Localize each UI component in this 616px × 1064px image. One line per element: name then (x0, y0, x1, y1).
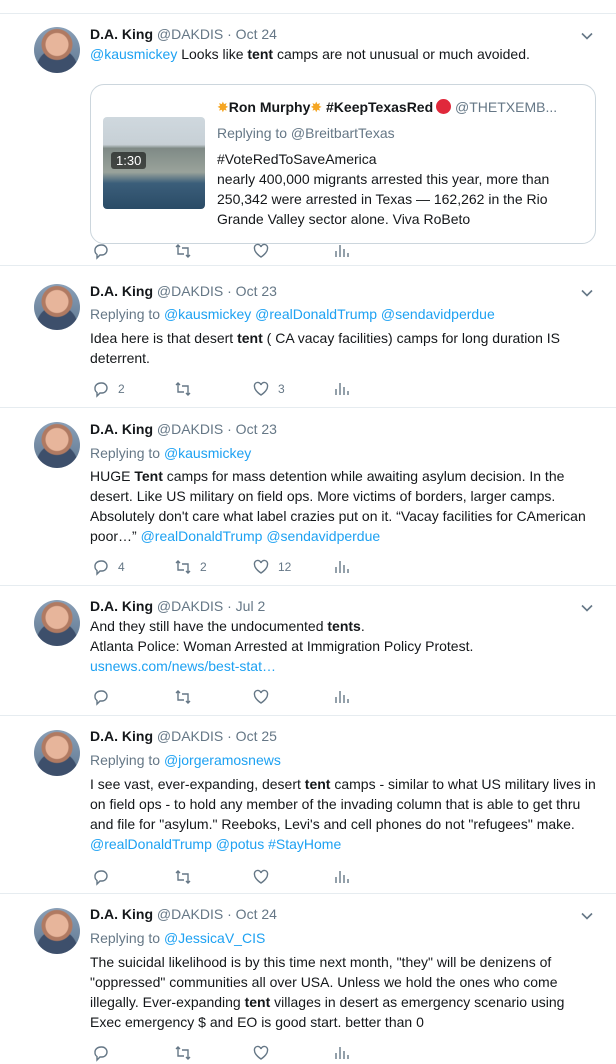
retweet-button[interactable] (174, 242, 200, 260)
reply-button[interactable] (92, 242, 118, 260)
like-count: 3 (278, 382, 285, 396)
tweet-date[interactable]: · Oct 25 (227, 728, 277, 744)
author-handle[interactable]: @DAKDIS (156, 421, 224, 437)
tweet-date[interactable]: · Oct 24 (227, 906, 277, 922)
replying-mentions[interactable]: @jorgeramosnews (163, 752, 281, 768)
quoted-body-line: nearly 400,000 migrants arrested this year, more than 250,342 were arrested in Texas — 162,262 in the Rio Grande Valley sector alone. Viva RoBeto (217, 171, 550, 227)
replying-label: Replying to (90, 752, 161, 768)
author-handle[interactable]: @DAKDIS (156, 283, 224, 299)
tweet-date[interactable]: · Oct 23 (227, 421, 277, 437)
retweet-icon (174, 380, 192, 398)
sun-emoji-icon: ✸ (217, 99, 229, 115)
quoted-author-handle: @THETXEMB... (455, 99, 558, 115)
tweet-text (90, 616, 598, 676)
tweet-actions (90, 1044, 370, 1064)
url-link[interactable]: usnews.com/news/best-stat… (90, 658, 276, 674)
text-segment: And they still have the undocumented (90, 618, 328, 634)
analytics-button[interactable] (332, 558, 350, 576)
quoted-text (217, 149, 587, 229)
reply-count: 4 (118, 560, 125, 574)
text-segment: I see vast, ever-expanding, desert (90, 776, 305, 792)
keyword-highlight: tent (304, 776, 331, 792)
like-button[interactable] (252, 688, 278, 706)
replying-to (90, 752, 281, 768)
analytics-button[interactable] (332, 380, 350, 398)
author-handle[interactable]: @DAKDIS (156, 728, 224, 744)
caret-down-icon[interactable] (580, 29, 594, 43)
tweet[interactable] (0, 408, 616, 586)
replying-label: Replying to (90, 306, 161, 322)
text-segment: . (360, 618, 365, 634)
analytics-icon (332, 380, 350, 398)
retweet-button[interactable] (174, 688, 200, 706)
author-handle[interactable]: @DAKDIS (156, 26, 224, 42)
quoted-author-name: Ron Murphy (228, 99, 311, 115)
tweet-date[interactable]: · Oct 23 (227, 283, 277, 299)
caret-down-icon[interactable] (580, 286, 594, 300)
reply-button[interactable] (92, 688, 118, 706)
keyword-highlight: tent (237, 330, 263, 346)
avatar[interactable] (34, 422, 80, 468)
reply-icon (92, 558, 110, 576)
tweet-text (90, 952, 598, 1032)
text-segment: HUGE (90, 468, 135, 484)
tweet[interactable] (0, 266, 616, 408)
avatar[interactable] (34, 908, 80, 954)
analytics-button[interactable] (332, 868, 350, 886)
analytics-button[interactable] (332, 242, 350, 260)
replying-to (90, 445, 251, 461)
caret-down-icon[interactable] (580, 601, 594, 615)
caret-down-icon[interactable] (580, 909, 594, 923)
reply-button[interactable] (92, 868, 118, 886)
tweet-header (90, 598, 265, 614)
tweet-date[interactable]: · Oct 24 (227, 26, 277, 42)
analytics-button[interactable] (332, 1044, 350, 1062)
avatar[interactable] (34, 730, 80, 776)
analytics-icon (332, 242, 350, 260)
tweet-header (90, 906, 277, 922)
replying-label: Replying to (90, 930, 161, 946)
analytics-button[interactable] (332, 688, 350, 706)
sun-emoji-icon: ✸ (310, 99, 323, 115)
like-icon (252, 242, 270, 260)
tweet-actions (90, 868, 370, 888)
mention-links[interactable]: @realDonaldTrump @potus #StayHome (90, 836, 342, 852)
retweet-button[interactable] (174, 558, 207, 576)
retweet-button[interactable] (174, 1044, 200, 1062)
tweet[interactable] (0, 13, 616, 266)
replying-mentions[interactable]: @kausmickey (163, 445, 252, 461)
retweet-icon (174, 558, 192, 576)
red-circle-emoji-icon (436, 99, 451, 114)
retweet-icon (174, 242, 192, 260)
analytics-icon (332, 868, 350, 886)
video-thumbnail[interactable] (103, 117, 205, 209)
author-name[interactable]: D.A. King (90, 728, 153, 744)
like-button[interactable] (252, 242, 278, 260)
tweet[interactable] (0, 586, 616, 716)
text-segment: camps - similar to what US military lives in on field ops - to hold any member of the invading column that is able to get thru and file for "asylum." Reeboks, Levi's and cell phones do not "refugees" make. (90, 776, 596, 832)
reply-icon (92, 868, 110, 886)
text-segment: ( CA vacay facilities) camps for long duration IS deterrent. (90, 330, 560, 366)
tweet-header (90, 283, 277, 299)
retweet-icon (174, 868, 192, 886)
tweet[interactable] (0, 894, 616, 1063)
reply-icon (92, 1044, 110, 1062)
like-icon (252, 380, 270, 398)
keyword-highlight: Tent (134, 468, 163, 484)
like-icon (252, 1044, 270, 1062)
text-segment: villages in desert as emergency scenario using Exec emergency $ and EO is good start. better than 0 (90, 994, 565, 1030)
replying-to (90, 930, 265, 946)
like-icon (252, 558, 270, 576)
tweet-text (90, 328, 598, 368)
reply-button[interactable] (92, 558, 125, 576)
quoted-header (217, 99, 587, 116)
body-line: Atlanta Police: Woman Arrested at Immigration Policy Protest. (90, 638, 474, 654)
replying-mentions[interactable]: @kausmickey @realDonaldTrump @sendavidperdue (163, 306, 495, 322)
tweet-header (90, 26, 277, 42)
reply-icon (92, 688, 110, 706)
author-name[interactable]: D.A. King (90, 598, 153, 614)
mention-link[interactable]: @kausmickey (90, 46, 178, 62)
retweet-icon (174, 688, 192, 706)
keyword-highlight: tent (247, 46, 274, 62)
tweet-actions (90, 688, 370, 708)
quoted-hashtag-line: #VoteRedToSaveAmerica (217, 151, 377, 167)
like-count: 12 (278, 560, 292, 574)
tweet-actions (90, 242, 370, 262)
text-segment: Idea here is that desert (90, 330, 238, 346)
like-button[interactable] (252, 1044, 278, 1062)
text-segment: camps for mass detention while awaiting asylum decision. In the desert. Like US military on field ops. More victims of borders, larger camps. Absolutely don't care what label crazies put on it. “Vacay facilities for CAmerican poor…” (90, 468, 586, 544)
author-name[interactable]: D.A. King (90, 906, 153, 922)
reply-button[interactable] (92, 380, 125, 398)
avatar[interactable] (34, 600, 80, 646)
quoted-tweet[interactable] (90, 84, 596, 244)
tweet-header (90, 421, 277, 437)
retweet-icon (174, 1044, 192, 1062)
author-name[interactable]: D.A. King (90, 283, 153, 299)
author-name[interactable]: D.A. King (90, 26, 153, 42)
reply-icon (92, 242, 110, 260)
analytics-icon (332, 688, 350, 706)
avatar[interactable] (34, 27, 80, 73)
reply-button[interactable] (92, 1044, 118, 1062)
reply-count: 2 (118, 382, 125, 396)
retweet-button[interactable] (174, 868, 200, 886)
body-line (90, 616, 598, 636)
retweet-button[interactable] (174, 380, 200, 398)
tweet-header (90, 728, 277, 744)
replying-to (90, 306, 495, 322)
mention-links[interactable]: @realDonaldTrump @sendavidperdue (140, 528, 381, 544)
tweet-text (90, 44, 598, 64)
like-button[interactable] (252, 380, 285, 398)
tweet-text (90, 774, 598, 854)
tweet-text (90, 466, 598, 546)
replying-mentions[interactable]: @JessicaV_CIS (163, 930, 266, 946)
retweet-count: 2 (200, 560, 207, 574)
author-name[interactable]: D.A. King (90, 421, 153, 437)
reply-icon (92, 380, 110, 398)
avatar[interactable] (34, 284, 80, 330)
analytics-icon (332, 1044, 350, 1062)
tweet-date[interactable]: · Jul 2 (227, 598, 266, 614)
quoted-author-tag: #KeepTexasRed (326, 99, 434, 115)
keyword-highlight: tent (244, 994, 271, 1010)
text-segment: Looks like (177, 46, 248, 62)
like-icon (252, 688, 270, 706)
tweet-actions (90, 558, 370, 578)
author-handle[interactable]: @DAKDIS (156, 598, 224, 614)
analytics-icon (332, 558, 350, 576)
like-button[interactable] (252, 558, 291, 576)
tweet[interactable] (0, 716, 616, 894)
quoted-replying: Replying to @BreitbartTexas (217, 125, 395, 141)
text-segment: The suicidal likelihood is by this time next month, "they" will be denizens of "oppressed" communities all over USA. Unless we hold the ones who come illegally. Ever-expanding (90, 954, 558, 1010)
like-icon (252, 868, 270, 886)
author-handle[interactable]: @DAKDIS (156, 906, 224, 922)
like-button[interactable] (252, 868, 278, 886)
keyword-highlight: tents (327, 618, 361, 634)
tweet-actions (90, 380, 370, 400)
replying-label: Replying to (90, 445, 161, 461)
text-segment: camps are not unusual or much avoided. (273, 46, 530, 62)
video-duration: 1:30 (111, 152, 146, 169)
